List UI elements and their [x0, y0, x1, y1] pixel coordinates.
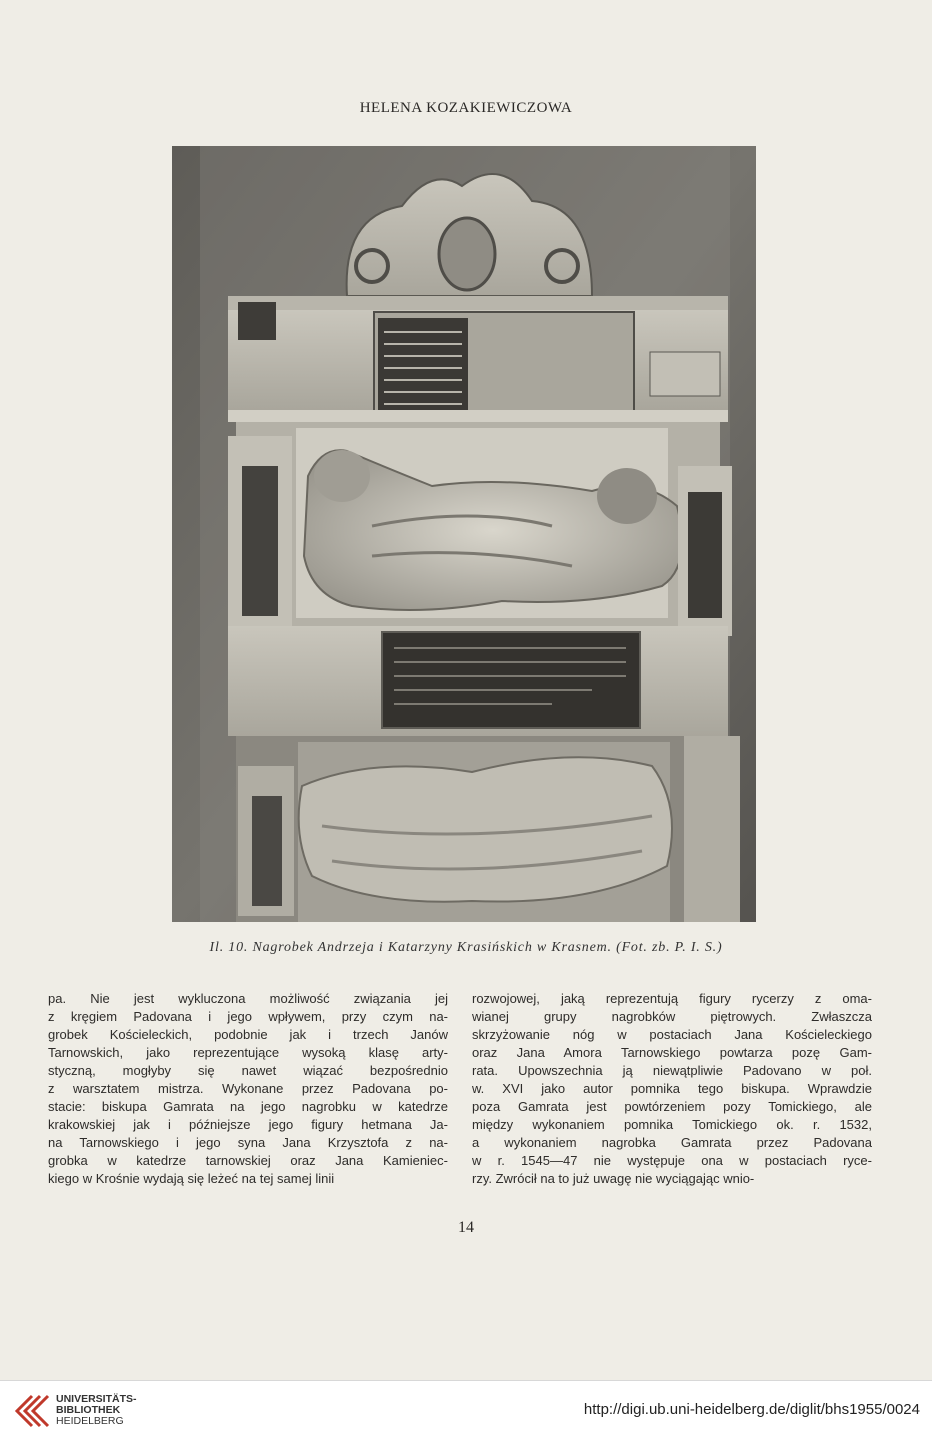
text-column-right — [472, 990, 872, 1188]
text-line: Tarnowskich, jako reprezentujące wysoką klasę arty- — [48, 1045, 448, 1060]
text-line: grobek Kościeleckich, podobnie jak i trzech Janów — [48, 1027, 448, 1042]
text-line: pa. Nie jest wykluczona możliwość związania jej — [48, 991, 448, 1006]
text-line: rata. Upowszechnia ją niewątpliwie Padovano w poł. — [472, 1063, 872, 1078]
university-library-logo-icon[interactable] — [14, 1393, 50, 1429]
text-line: grobka w katedrze tarnowskiej oraz Jana Kamieniec- — [48, 1153, 448, 1168]
text-line: rzy. Zwrócił na to już uwagę nie wyciągając wnio- — [472, 1171, 755, 1186]
library-footer — [0, 1380, 932, 1441]
library-name[interactable] — [56, 1394, 137, 1427]
text-line: kiego w Krośnie wydają się leżeć na tej samej linii — [48, 1171, 335, 1186]
running-head: HELENA KOZAKIEWICZOWA — [359, 100, 573, 116]
text-line: styczną, mogłyby się nawet wiązać bezpośrednio — [48, 1063, 448, 1078]
permalink-url[interactable]: http://digi.ub.uni-heidelberg.de/diglit/bhs1955/0024 — [583, 1401, 920, 1418]
text-line: a wykonaniem nagrobka Gamrata przez Padovana — [472, 1135, 872, 1150]
text-line: wianej grupy nagrobków piętrowych. Zwłaszcza — [472, 1009, 872, 1024]
tomb-photograph — [172, 146, 756, 922]
text-line: skrzyżowanie nóg w postaciach Jana Kościeleckiego — [472, 1027, 872, 1042]
text-line: w. XVI jako autor pomnika tego biskupa. Wprawdzie — [472, 1081, 872, 1096]
text-line: między wykonaniem pomnika Tomickiego ok. r. 1532, — [472, 1117, 872, 1132]
text-line: krakowskiej jak i późniejsze jego figury hetmana Ja- — [48, 1117, 448, 1132]
text-column-left — [48, 990, 448, 1188]
text-line: w r. 1545—47 nie występuje ona w postaciach ryce- — [472, 1153, 872, 1168]
text-line: poza Gamrata jest powtórzeniem pozy Tomickiego, ale — [472, 1099, 872, 1114]
text-line: oraz Jana Amora Tarnowskiego powtarza pozę Gam- — [472, 1045, 872, 1060]
text-line: stacie: biskupa Gamrata na jego nagrobku w katedrze — [48, 1099, 448, 1114]
text-line: na Tarnowskiego i jego syna Jana Krzysztofa z na- — [48, 1135, 448, 1150]
library-name-line2: BIBLIOTHEK — [56, 1404, 121, 1416]
library-name-line3: HEIDELBERG — [56, 1415, 124, 1427]
figure-caption: Il. 10. Nagrobek Andrzeja i Katarzyny Krasińskich w Krasnem. (Fot. zb. P. I. S.) — [209, 940, 723, 955]
text-line: z kręgiem Padovana i jego wpływem, przy czym na- — [48, 1009, 448, 1024]
text-line: rozwojowej, jaką reprezentują figury rycerzy z oma- — [472, 991, 872, 1006]
library-name-line1: UNIVERSITÄTS- — [56, 1393, 137, 1405]
text-line: z warsztatem mistrza. Wykonane przez Padovana po- — [48, 1081, 448, 1096]
page-number: 14 — [458, 1219, 474, 1236]
